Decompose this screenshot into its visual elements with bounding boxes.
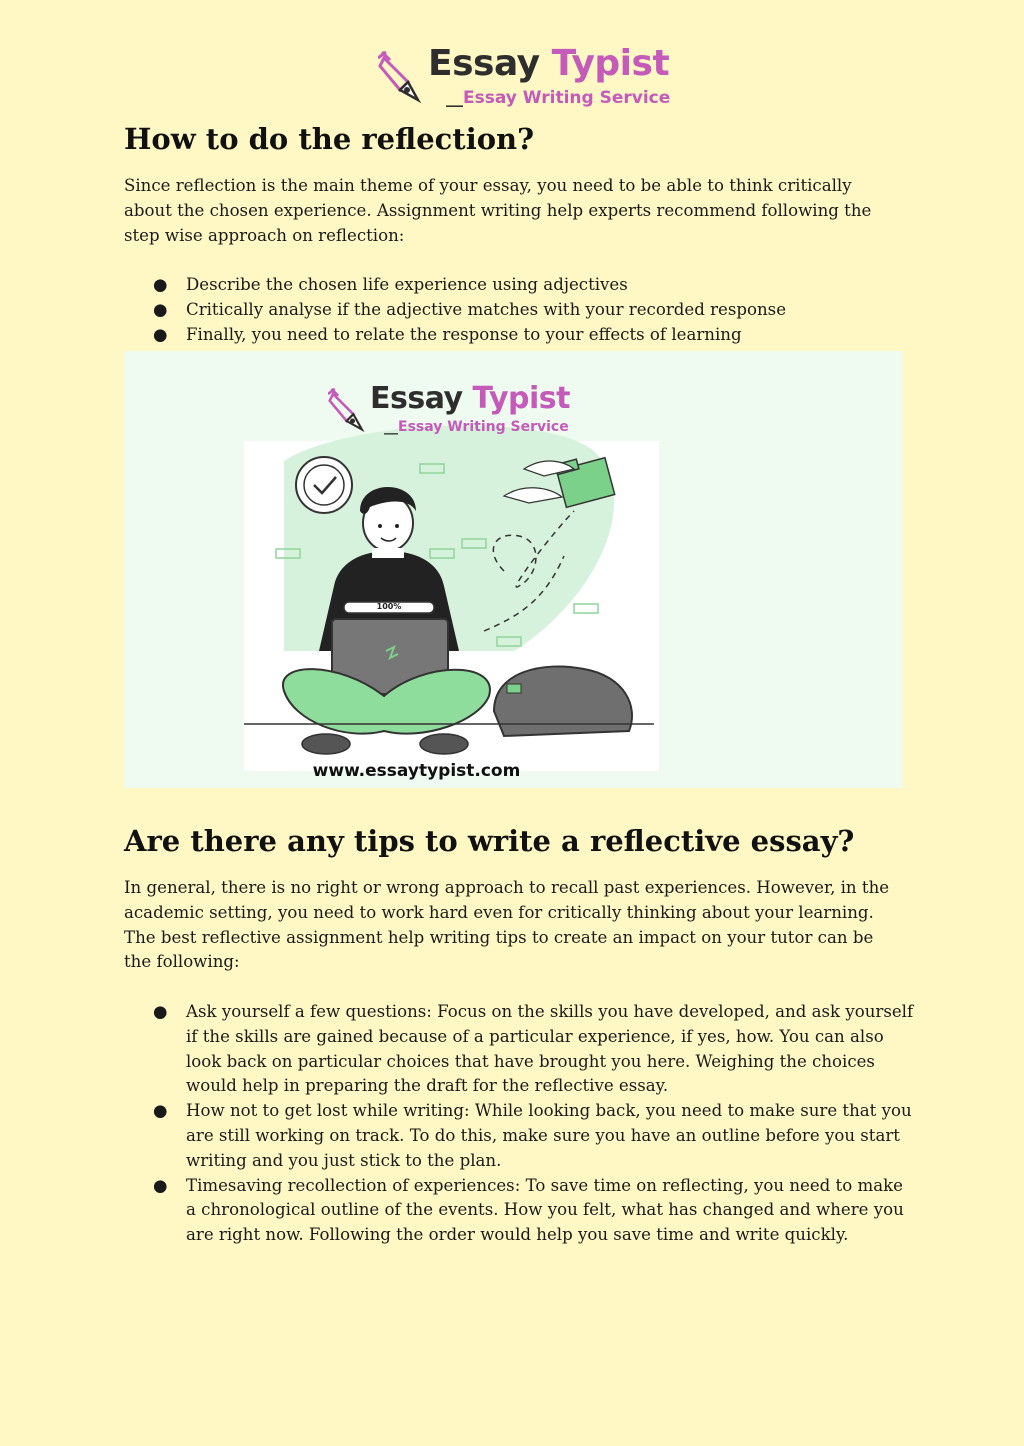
brand-name bbox=[428, 42, 669, 86]
list-item-text: Ask yourself a few questions: Focus on the skills you have developed, and ask yourself if the skills are gained because of a particular experience, if yes, how. You can also look back on particular choices that have brought you here. Weighing the choices would help in preparing the draft for the reflective essay. bbox=[186, 1002, 914, 1096]
figure-brand-part2: Typist bbox=[472, 381, 570, 416]
section1-heading: How to do the reflection? bbox=[124, 122, 535, 156]
section1-paragraph: Since reflection is the main theme of your essay, you need to be able to think critically about the chosen experience. Assignment writing help experts recommend following the step wise approach on reflection: bbox=[124, 176, 872, 245]
tagline-dash: __ bbox=[446, 88, 463, 108]
list-item bbox=[124, 273, 914, 298]
bullet-dot: ● bbox=[153, 324, 168, 344]
list-item-text: Describe the chosen life experience using adjectives bbox=[186, 275, 628, 294]
bullet-dot: ● bbox=[153, 299, 168, 319]
pen-nib-icon bbox=[328, 385, 372, 435]
illustration bbox=[124, 351, 903, 788]
figure-tagline-dash: __ bbox=[384, 419, 398, 435]
section2-bullet-list bbox=[124, 1000, 914, 1248]
brand-tagline bbox=[446, 88, 670, 108]
section1-bullet-list bbox=[124, 273, 914, 347]
bullet-dot: ● bbox=[153, 275, 168, 294]
progress-label: 100% bbox=[376, 602, 402, 611]
section2-paragraph: In general, there is no right or wrong approach to recall past experiences. However, in the academic setting, you need to work hard even for critically thinking about your learning. The best reflective assignment help writing tips to create an impact on your tutor can be the following: bbox=[124, 878, 890, 972]
figure-logo bbox=[328, 379, 568, 449]
figure-brand-part1: Essay bbox=[370, 381, 463, 416]
section2-heading: Are there any tips to write a reflective essay? bbox=[124, 824, 855, 858]
bullet-dot: ● bbox=[153, 1101, 168, 1121]
brand-name-part1: Essay bbox=[428, 43, 540, 84]
bullet-dot: ● bbox=[153, 1175, 168, 1195]
bullet-dot: ● bbox=[153, 1002, 168, 1021]
figure-brand-tagline bbox=[384, 419, 569, 435]
tagline-text: Essay Writing Service bbox=[463, 88, 671, 108]
pen-nib-icon bbox=[378, 48, 430, 106]
website-url: www.essaytypist.com bbox=[312, 761, 521, 781]
list-item-text: How not to get lost while writing: While looking back, you need to make sure that you are still working on track. To do this, make sure you have an outline before you start writing and you just stick to the plan. bbox=[186, 1101, 912, 1170]
list-item bbox=[124, 1099, 914, 1173]
list-item-text: Critically analyse if the adjective matches with your recorded response bbox=[186, 299, 787, 319]
figure-tagline-text: Essay Writing Service bbox=[398, 419, 569, 435]
list-item bbox=[124, 323, 914, 348]
list-item bbox=[124, 1000, 914, 1099]
brand-name-part2: Typist bbox=[551, 43, 670, 84]
list-item bbox=[124, 1174, 914, 1248]
list-item-text: Finally, you need to relate the response to your effects of learning bbox=[186, 324, 742, 344]
list-item bbox=[124, 298, 914, 323]
header-logo bbox=[378, 40, 671, 115]
list-item-text: Timesaving recollection of experiences: To save time on reflecting, you need to make a chronological outline of the events. How you felt, what has changed and where you are right now. Following the order would help you save time and write quickly. bbox=[186, 1175, 904, 1245]
figure-brand-name bbox=[370, 381, 570, 417]
